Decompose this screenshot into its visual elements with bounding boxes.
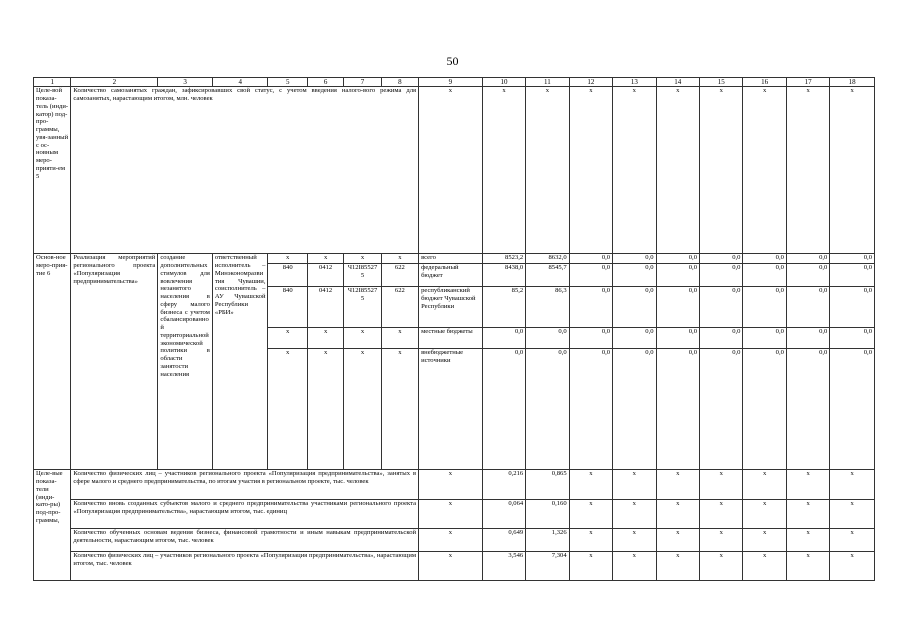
indicator-value: 0,216 [482, 470, 525, 500]
expense-type-code: x [381, 349, 418, 470]
section-code: x [307, 328, 343, 349]
empty-cell: x [613, 87, 656, 254]
funding-value: 0,0 [613, 328, 656, 349]
funding-value: 0,0 [569, 287, 612, 328]
funding-source: федеральный бюджет [419, 264, 483, 287]
funding-value: 0,0 [569, 254, 612, 264]
empty-cell: x [786, 470, 829, 500]
funding-source: внебюджетные источники [419, 349, 483, 470]
empty-cell: x [419, 552, 483, 581]
funding-value: 86,3 [526, 287, 569, 328]
empty-cell: x [700, 470, 743, 500]
funding-value: 8632,0 [526, 254, 569, 264]
empty-cell: x [786, 500, 829, 529]
funding-value: 0,0 [526, 349, 569, 470]
empty-cell: x [786, 552, 829, 581]
funding-value: 0,0 [830, 349, 875, 470]
empty-cell: x [656, 552, 699, 581]
target-indicator-row [34, 470, 875, 500]
empty-cell: x [613, 529, 656, 552]
empty-cell: x [613, 500, 656, 529]
indicator-value: 3,546 [482, 552, 525, 581]
funding-value: 0,0 [743, 254, 786, 264]
funding-value: 0,0 [700, 328, 743, 349]
empty-cell: x [569, 470, 612, 500]
row-label: Целе-вые показа-тели (инди-като-ры) под-про-граммы, [34, 470, 71, 581]
column-header: 12 [569, 78, 612, 87]
funding-value: 0,0 [700, 254, 743, 264]
column-header: 16 [743, 78, 786, 87]
funding-value: 0,0 [613, 349, 656, 470]
row-label: Целе-вой показа-тель (инди-катор) под-про-граммы, увя-занный с ос-новным меро-прияти-ем 5 [34, 87, 71, 254]
measure-name: Реализация мероприятий регионального проекта «Популяризация предпринимательства» [71, 254, 158, 470]
funding-value: 8438,0 [482, 264, 525, 287]
empty-cell: x [613, 552, 656, 581]
column-header: 15 [700, 78, 743, 87]
empty-cell: x [569, 529, 612, 552]
expense-type-code: x [381, 254, 418, 264]
empty-cell: x [419, 470, 483, 500]
column-header: 2 [71, 78, 158, 87]
empty-cell: x [700, 552, 743, 581]
empty-cell: x [830, 87, 875, 254]
grbs-code: 840 [268, 264, 307, 287]
funding-value: 0,0 [743, 328, 786, 349]
funding-value: 0,0 [613, 264, 656, 287]
column-header: 7 [344, 78, 381, 87]
empty-cell: x [656, 500, 699, 529]
empty-cell: x [419, 87, 483, 254]
empty-cell: x [786, 529, 829, 552]
target-article-code: Ч12I855275 [344, 264, 381, 287]
funding-value: 0,0 [830, 328, 875, 349]
indicator-text: Количество вновь созданных субъектов малого и среднего предпринимательства участниками регионального проекта «Популяризация предпринимательства», нарастающим итогом, тыс. единиц [71, 500, 419, 529]
empty-cell: x [656, 529, 699, 552]
funding-value: 0,0 [743, 349, 786, 470]
row-label: Основ-ное меро-прия-тие 6 [34, 254, 71, 470]
grbs-code: x [268, 349, 307, 470]
funding-value: 0,0 [656, 328, 699, 349]
indicator-value: 0,160 [526, 500, 569, 529]
column-header: 14 [656, 78, 699, 87]
funding-value: 0,0 [656, 287, 699, 328]
funding-value: 0,0 [569, 349, 612, 470]
column-header: 5 [268, 78, 307, 87]
funding-value: 0,0 [613, 287, 656, 328]
funding-value: 0,0 [786, 287, 829, 328]
grbs-code: x [268, 328, 307, 349]
funding-value: 0,0 [830, 287, 875, 328]
funding-value: 0,0 [482, 328, 525, 349]
empty-cell: x [656, 87, 699, 254]
funding-value: 0,0 [786, 328, 829, 349]
column-header: 11 [526, 78, 569, 87]
indicator-row [34, 87, 875, 254]
empty-cell: x [830, 500, 875, 529]
target-indicator-row [34, 500, 875, 529]
empty-cell: x [569, 552, 612, 581]
funding-value: 0,0 [743, 287, 786, 328]
empty-cell: x [830, 529, 875, 552]
funding-value: 0,0 [656, 254, 699, 264]
funding-value: 8523,2 [482, 254, 525, 264]
funding-source: местные бюджеты [419, 328, 483, 349]
column-header: 9 [419, 78, 483, 87]
column-header: 18 [830, 78, 875, 87]
measure-goal: создание дополнительных стимулов для вовлечения незанятого населения в сферу малого бизнеса с учетом сбалансированной территориальной экономической политики в области занятости населения [158, 254, 213, 470]
grbs-code: 840 [268, 287, 307, 328]
column-header: 1 [34, 78, 71, 87]
funding-value: 0,0 [569, 264, 612, 287]
column-header: 17 [786, 78, 829, 87]
empty-cell: x [419, 500, 483, 529]
funding-source: всего [419, 254, 483, 264]
empty-cell: x [786, 87, 829, 254]
column-header: 13 [613, 78, 656, 87]
funding-value: 0,0 [482, 349, 525, 470]
funding-value: 0,0 [526, 328, 569, 349]
funding-value: 0,0 [786, 264, 829, 287]
funding-value: 0,0 [700, 349, 743, 470]
funding-value: 0,0 [743, 264, 786, 287]
indicator-text: Количество физических лиц – участников регионального проекта «Популяризация предпринимательства», нарастающим итогом, тыс. человек [71, 552, 419, 581]
indicator-value: 7,304 [526, 552, 569, 581]
expense-type-code: x [381, 328, 418, 349]
empty-cell: x [743, 500, 786, 529]
funding-value: 0,0 [569, 328, 612, 349]
column-header: 6 [307, 78, 343, 87]
funding-value: 85,2 [482, 287, 525, 328]
indicator-text: Количество самозанятых граждан, зафиксировавших свой статус, с учетом введения налого-вого режима для самозанятых, нарастающим итогом, млн. человек [71, 87, 419, 254]
indicator-value: 0,865 [526, 470, 569, 500]
empty-cell: x [700, 500, 743, 529]
funding-source: республиканский бюджет Чувашской Республики [419, 287, 483, 328]
grbs-code: x [268, 254, 307, 264]
empty-cell: x [419, 529, 483, 552]
funding-value: 0,0 [656, 264, 699, 287]
target-article-code: Ч12I855275 [344, 287, 381, 328]
empty-cell: x [526, 87, 569, 254]
indicator-text: Количество обученных основам ведения бизнеса, финансовой грамотности и иным навыкам предпринимательской деятельности, нарастающим итогом, тыс. человек [71, 529, 419, 552]
funding-value: 0,0 [700, 287, 743, 328]
empty-cell: x [830, 470, 875, 500]
empty-cell: x [656, 470, 699, 500]
page-number: 50 [446, 54, 459, 68]
indicator-value: 0,649 [482, 529, 525, 552]
empty-cell: x [743, 470, 786, 500]
funding-value: 0,0 [613, 254, 656, 264]
funding-value: 0,0 [830, 254, 875, 264]
funding-value: 0,0 [656, 349, 699, 470]
empty-cell: x [743, 529, 786, 552]
empty-cell: x [613, 470, 656, 500]
funding-value: 8545,7 [526, 264, 569, 287]
section-code: x [307, 254, 343, 264]
column-header: 10 [482, 78, 525, 87]
funding-row [34, 254, 875, 264]
empty-cell: x [569, 500, 612, 529]
target-indicator-row [34, 529, 875, 552]
expense-type-code: 622 [381, 264, 418, 287]
column-header: 4 [212, 78, 268, 87]
funding-value: 0,0 [786, 349, 829, 470]
empty-cell: x [700, 529, 743, 552]
funding-value: 0,0 [830, 264, 875, 287]
empty-cell: x [743, 87, 786, 254]
empty-cell: x [482, 87, 525, 254]
target-article-code: x [344, 328, 381, 349]
empty-cell: x [830, 552, 875, 581]
target-article-code: x [344, 254, 381, 264]
column-header: 3 [158, 78, 213, 87]
responsible-executor: ответственный исполнитель – Минэкономразвития Чувашии, соисполнитель – АУ Чувашской Республики «РБИ» [212, 254, 268, 470]
indicator-value: 0,064 [482, 500, 525, 529]
target-indicator-row [34, 552, 875, 581]
empty-cell: x [743, 552, 786, 581]
indicator-text: Количество физических лиц – участников регионального проекта «Популяризация предпринимательства», занятых в сфере малого и среднего предпринимательства, по итогам участия в региональном проекте, тыс. человек [71, 470, 419, 500]
section-code: 0412 [307, 264, 343, 287]
section-code: x [307, 349, 343, 470]
header-row [34, 78, 875, 87]
program-table [33, 77, 875, 581]
empty-cell: x [700, 87, 743, 254]
expense-type-code: 622 [381, 287, 418, 328]
funding-value: 0,0 [700, 264, 743, 287]
column-header: 8 [381, 78, 418, 87]
section-code: 0412 [307, 287, 343, 328]
target-article-code: x [344, 349, 381, 470]
funding-value: 0,0 [786, 254, 829, 264]
indicator-value: 1,326 [526, 529, 569, 552]
empty-cell: x [569, 87, 612, 254]
